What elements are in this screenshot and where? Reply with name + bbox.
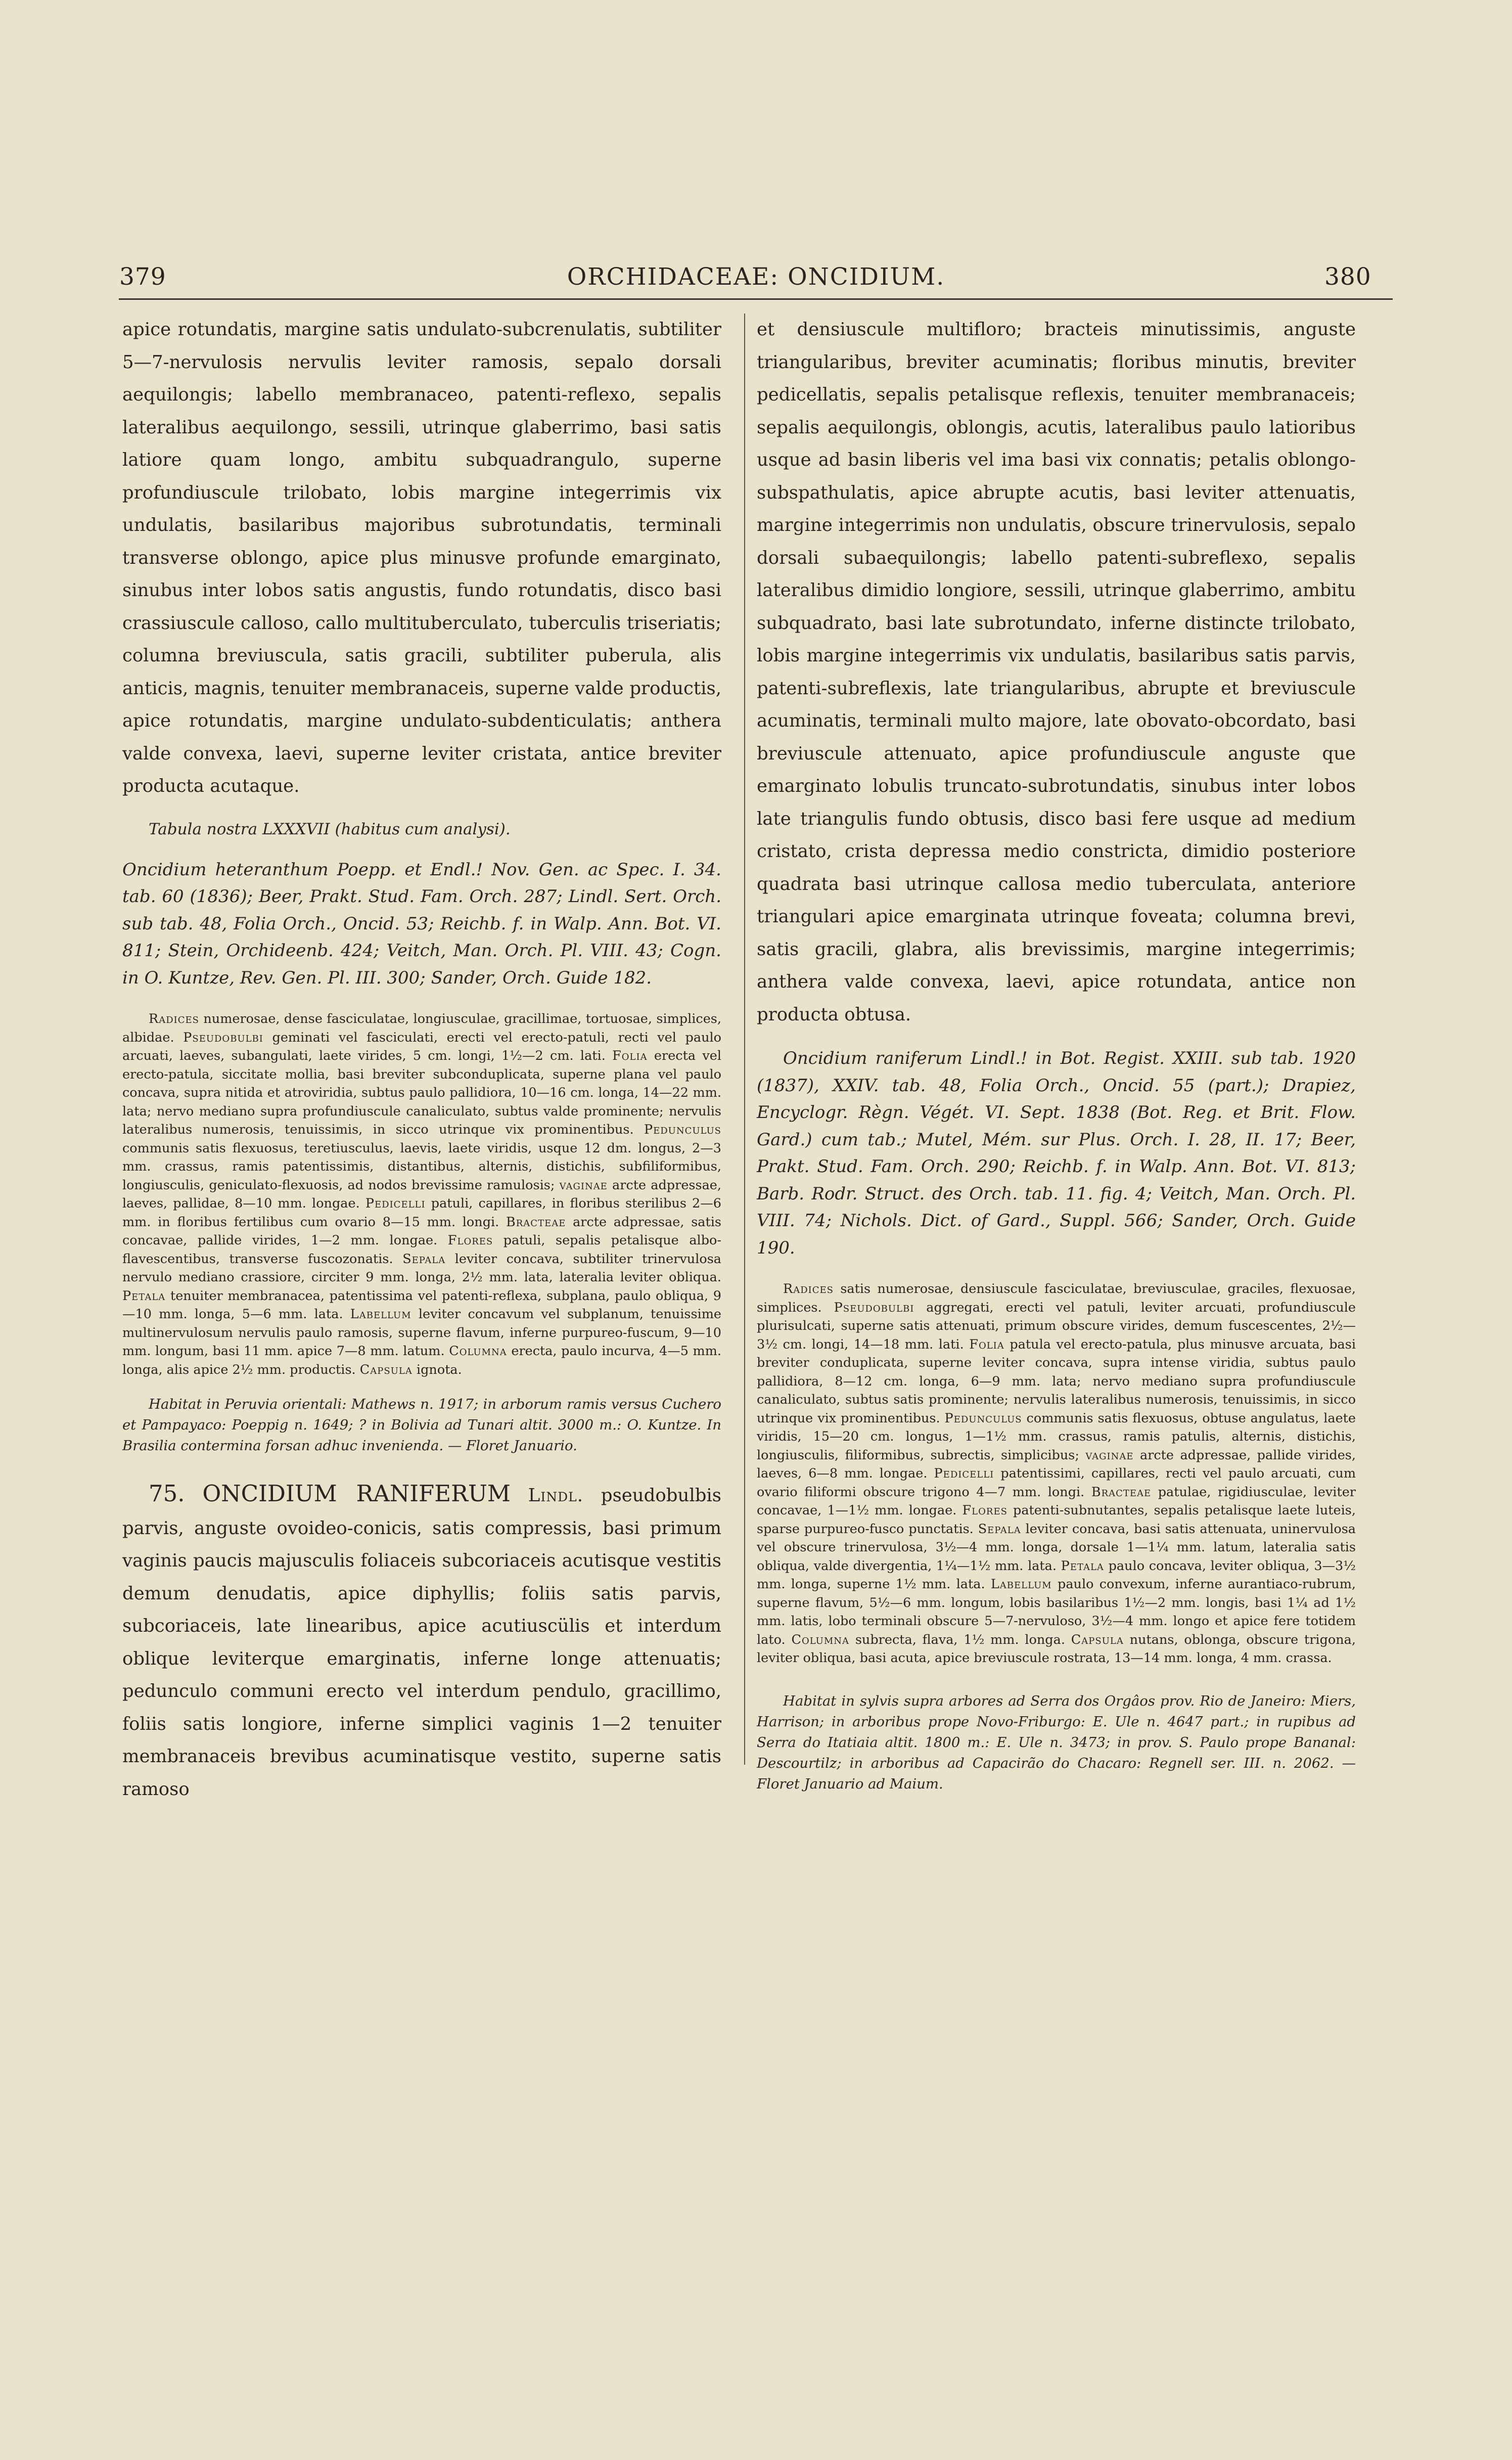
organ-description: leviter concava, basi satis attenuata, uninervulosa vel obscure trinervulosa, 3½—4 mm. longa, dorsale 1—1¼ mm. latum, lateralia satis obliqua, valde divergentia, 1¼—1½ mm. lata. <box>757 1521 1356 1574</box>
organ-description: patuli, sepalis petalisque albo-flavescentibus, transverse fuscozonatis. <box>122 1233 722 1267</box>
organ-term: Pedunculus <box>944 1410 1022 1426</box>
organ-term: Pedicelli <box>934 1466 994 1481</box>
species-diagnosis: pseudobulbis parvis, anguste ovoideo-conicis, satis compressis, basi primum vaginis paucis majusculis foliaceis subcoriaceis acutisque vestitis demum denudatis, apice diphyllis; foliis satis parvis, subcoriaceis, late linearibus, apice acutiuscülis et interdum oblique leviterque emarginatis, inferne longe attenuatis; pedunculo communi erecto vel interdum pendulo, gracillimo, foliis satis longiore, inferne simplici vaginis 1—2 tenuiter membranaceis brevibus acuminatisque vestito, superne satis ramoso <box>122 1485 721 1800</box>
organ-term: Radices <box>783 1281 834 1296</box>
detailed-description <box>757 1280 1356 1668</box>
page-number-right: 380 <box>1324 263 1371 291</box>
organ-term: Labellum <box>990 1577 1052 1592</box>
organ-description: ignota. <box>412 1362 462 1377</box>
organ-term: Pseudobulbi <box>834 1300 914 1315</box>
organ-term: Sepala <box>978 1521 1021 1537</box>
organ-description: paulo concava, leviter obliqua, 3—3½ mm. longa, superne 1½ mm. lata. <box>757 1558 1356 1592</box>
detailed-description <box>122 1010 721 1379</box>
organ-term: Pedicelli <box>365 1196 426 1211</box>
organ-term: Radices <box>149 1011 199 1026</box>
species-number: 75. <box>149 1480 185 1507</box>
organ-description: communis satis flexuosus, obtuse angulatus, laete viridis, 15—20 cm. longus, 1—1½ mm. crassus, ramis patulis, alternis, distichis, longiusculis, filiformibus, subrectis, simplicibus; <box>757 1410 1356 1463</box>
organ-term: Folia <box>969 1336 1004 1352</box>
plate-caption: Tabula nostra LXXXVII (habitus cum analysi). <box>149 820 511 838</box>
organ-term: Pedunculus <box>644 1122 721 1137</box>
organ-description: patuli, capillares, in floribus sterilibus 2—6 mm. in floribus fertilibus cum ovario 8—15 mm. longi. <box>122 1196 721 1230</box>
organ-term: Pseudobulbi <box>183 1030 263 1045</box>
organ-term: Flores <box>447 1233 493 1248</box>
organ-term: Petala <box>122 1288 166 1304</box>
organ-description: patentissimi, capillares, recti vel paulo arcuati, cum ovario filiformi obscure trigono 4—7 mm. longi. <box>757 1466 1356 1500</box>
organ-description: satis numerosae, densiuscule fasciculatae, breviusculae, graciles, flexuosae, simplices. <box>757 1281 1356 1315</box>
synonymy-citation: Oncidium heteranthum Poepp. et Endl.! Nov. Gen. ac Spec. I. 34. tab. 60 (1836); Beer, Prakt. Stud. Fam. Orch. 287; Lindl. Sert. Orch. sub tab. 48, Folia Orch., Oncid. 53; Reichb. f. in Walp. Ann. Bot. VI. 811; Stein, Orchideenb. 424; Veitch, Man. Orch. Pl. VIII. 43; Cogn. in O. Kuntze, Rev. Gen. Pl. III. 300; Sander, Orch. Guide 182. <box>122 859 721 988</box>
organ-term: Capsula <box>359 1362 413 1377</box>
page-number-left: 379 <box>119 263 166 291</box>
organ-term: Bracteae <box>1091 1484 1152 1500</box>
organ-description: aggregati, erecti vel patuli, leviter arcuati, profundiuscule plurisulcati, superne satis attenuati, primum obscure virides, demum fuscescentes, 2½—3½ cm. longi, 14—18 mm. lati. <box>757 1300 1356 1352</box>
species-author: Lindl. <box>528 1485 584 1506</box>
habitat-text: Habitat in sylvis supra arbores ad Serra dos Orgâos prov. Rio de Janeiro: Miers, Harrison; in arboribus prope Novo-Friburgo: E. Ule n. 4647 part.; in rupibus ad Serra do Itatiaia altit. 1800 m.: E. Ule n. 3473; in prov. S. Paulo prope Bananal: Descourtilz; in arboribus ad Capacirão do Chacaro: Regnell ser. III. n. 2062. — Floret Januario ad Maium. <box>757 1692 1356 1792</box>
left-column <box>122 314 721 1806</box>
organ-term: Capsula <box>1071 1632 1124 1647</box>
organ-description: arcte adpressae, pallide virides, laeves, 6—8 mm. longae. <box>757 1447 1356 1481</box>
organ-description: arcte adpressae, laeves, pallidae, 8—10 mm. longae. <box>122 1177 721 1211</box>
column-divider <box>744 314 745 1765</box>
organ-term: Petala <box>1061 1558 1104 1574</box>
organ-description: paulo convexum, inferne aurantiaco-rubrum, superne flavum, 5½—6 mm. longum, lobis basilaribus 1½—2 mm. longis, basi 1¼ ad 1½ mm. latis, lobo terminali obscure 5—7-nervuloso, 3½—4 mm. longo et apice fere totidem lato. <box>757 1577 1356 1647</box>
organ-description: arcte adpressae, satis concavae, pallide virides, 1—2 mm. longae. <box>122 1214 722 1248</box>
organ-term: vaginae <box>559 1177 608 1193</box>
species-entry <box>122 1478 721 1806</box>
organ-term: Bracteae <box>506 1214 566 1230</box>
organ-description: numerosae, dense fasciculatae, longiusculae, gracillimae, tortuosae, simplices, albidae. <box>122 1011 721 1045</box>
organ-term: Labellum <box>350 1307 411 1322</box>
organ-description: erecta vel erecto-patula, siccitate mollia, basi breviter subconduplicata, superne plana vel paulo concava, supra nitida et atroviridia, subtus paulo pallidiora, 10—16 cm. longa, 14—22 mm. lata; nervo mediano supra profundiuscule canaliculato, subtus valde prominente; nervulis lateralibus numerosis, tenuissimis, in sicco utrinque vix prominentibus. <box>122 1048 721 1137</box>
organ-description: communis satis flexuosus, teretiusculus, laevis, laete viridis, usque 12 dm. longus, 2—3 mm. crassus, ramis patentissimis, distantibus, alternis, distichis, subfiliformibus, longiusculis, geniculato-flexuosis, ad nodos brevissime ramulosis; <box>122 1140 721 1193</box>
organ-term: Flores <box>962 1503 1007 1518</box>
organ-description: nutans, oblonga, obscure trigona, leviter obliqua, basi acuta, apice breviuscule rostrata, 13—14 mm. longa, 4 mm. crassa. <box>757 1632 1356 1666</box>
organ-description: patula vel erecto-patula, plus minusve arcuata, basi breviter conduplicata, superne leviter concava, supra intense viridia, subtus paulo pallidiora, 8—12 cm. longa, 6—9 mm. lata; nervo mediano supra profundiuscule canaliculato, subtus satis prominente; nervulis lateralibus numerosis, tenuissimis, in sicco utrinque vix prominentibus. <box>757 1336 1356 1426</box>
organ-description: geminati vel fasciculati, erecti vel erecto-patuli, recti vel paulo arcuati, laeves, subangulati, laete virides, 5 cm. longi, 1½—2 cm. lati. <box>122 1030 721 1063</box>
synonymy-citation: Oncidium raniferum Lindl.! in Bot. Regist. XXIII. sub tab. 1920 (1837), XXIV. tab. 48, Folia Orch., Oncid. 55 (part.); Drapiez, Encyclogr. Règn. Végét. VI. Sept. 1838 (Bot. Reg. et Brit. Flow. Gard.) cum tab.; Mutel, Mém. sur Plus. Orch. I. 28, II. 17; Beer, Prakt. Stud. Fam. Orch. 290; Reichb. f. in Walp. Ann. Bot. VI. 813; Barb. Rodr. Struct. des Orch. tab. 11. fig. 4; Veitch, Man. Orch. Pl. VIII. 74; Nichols. Dict. of Gard., Suppl. 566; Sander, Orch. Guide 190. <box>757 1048 1356 1258</box>
organ-term: vaginae <box>1085 1447 1134 1463</box>
organ-term: Columna <box>449 1344 507 1359</box>
organ-description: subrecta, flava, 1½ mm. longa. <box>849 1632 1071 1647</box>
description-continued: apice rotundatis, margine satis undulato-subcrenulatis, subtiliter 5—7-nervulosis nervulis leviter ramosis, sepalo dorsali aequilongis; labello membranaceo, patenti-reflexo, sepalis lateralibus aequilongo, sessili, utrinque glaberrimo, basi satis latiore quam longo, ambitu subquadrangulo, superne profundiuscule trilobato, lobis margine integerrimis vix undulatis, basilaribus majoribus subrotundatis, terminali transverse oblongo, apice plus minusve profunde emarginato, sinubus inter lobos satis angustis, fundo rotundatis, disco basi crassiuscule calloso, callo multituberculato, tuberculis triseriatis; columna breviuscula, satis gracili, subtiliter puberula, alis anticis, magnis, tenuiter membranaceis, superne valde productis, apice rotundatis, margine undulato-subdenticulatis; anthera valde convexa, laevi, superne leviter cristata, antice breviter producta acutaque. <box>122 319 721 796</box>
organ-description: leviter concavum vel subplanum, tenuissime multinervulosum nervulis paulo ramosis, superne flavum, inferne purpureo-fuscum, 9—10 mm. longum, basi 11 mm. apice 7—8 mm. latum. <box>122 1307 721 1359</box>
species-name: ONCIDIUM RANIFERUM <box>202 1480 511 1507</box>
organ-term: Columna <box>791 1632 850 1647</box>
organ-term: Sepala <box>402 1251 446 1267</box>
organ-description: tenuiter membranacea, patentissima vel patenti-reflexa, subplana, paulo obliqua, 9—10 mm. longa, 5—6 mm. lata. <box>122 1288 721 1322</box>
organ-term: Folia <box>612 1048 648 1063</box>
right-column <box>757 314 1356 1795</box>
organ-description: leviter concava, subtiliter trinervulosa nervulo mediano crassiore, circiter 9 mm. longa, 2½ mm. lata, lateralia leviter obliqua. <box>122 1251 721 1285</box>
running-title: ORCHIDACEAE: ONCIDIUM. <box>567 263 945 291</box>
description-continued: et densiuscule multifloro; bracteis minutissimis, anguste triangularibus, breviter acuminatis; floribus minutis, breviter pedicellatis, sepalis petalisque reflexis, tenuiter membranaceis; sepalis aequilongis, oblongis, acutis, lateralibus paulo latioribus usque ad basin liberis vel ima basi vix connatis; petalis oblongo-subspathulatis, apice abrupte acutis, basi leviter attenuatis, margine integerrimis non undulatis, obscure trinervulosis, sepalo dorsali subaequilongis; labello patenti-subreflexo, sepalis lateralibus dimidio longiore, sessili, utrinque glaberrimo, ambitu subquadrato, basi late subrotundato, inferne distincte trilobato, lobis margine integerrimis vix undulatis, basilaribus satis parvis, patenti-subreflexis, late triangularibus, abrupte et breviuscule acuminatis, terminali multo majore, late obovato-obcordato, basi breviuscule attenuato, apice profundiuscule anguste que emarginato lobulis truncato-subrotundatis, sinubus inter lobos late triangulis fundo obtusis, disco basi fere usque ad medium cristato, crista depressa medio constricta, dimidio posteriore quadrata basi utrinque callosa medio tuberculata, anteriore triangulari apice emarginata utrinque foveata; columna brevi, satis gracili, glabra, alis brevissimis, margine integerrimis; anthera valde convexa, laevi, apice rotundata, antice non producta obtusa. <box>757 319 1356 1025</box>
organ-description: patenti-subnutantes, sepalis petalisque laete luteis, sparse purpureo-fusco punctatis. <box>757 1503 1356 1537</box>
organ-description: patulae, rigidiusculae, leviter concavae, 1—1½ mm. longae. <box>757 1484 1356 1518</box>
organ-description: erecta, paulo incurva, 4—5 mm. longa, alis apice 2½ mm. productis. <box>122 1344 721 1377</box>
header-rule <box>119 298 1393 300</box>
habitat-text: Habitat in Peruvia orientali: Mathews n. 1917; in arborum ramis versus Cuchero et Pampayaco: Poeppig n. 1649; ? in Bolivia ad Tunari altit. 3000 m.: O. Kuntze. In Brasilia contermina forsan adhuc invenienda. — Floret Januario. <box>122 1396 721 1454</box>
